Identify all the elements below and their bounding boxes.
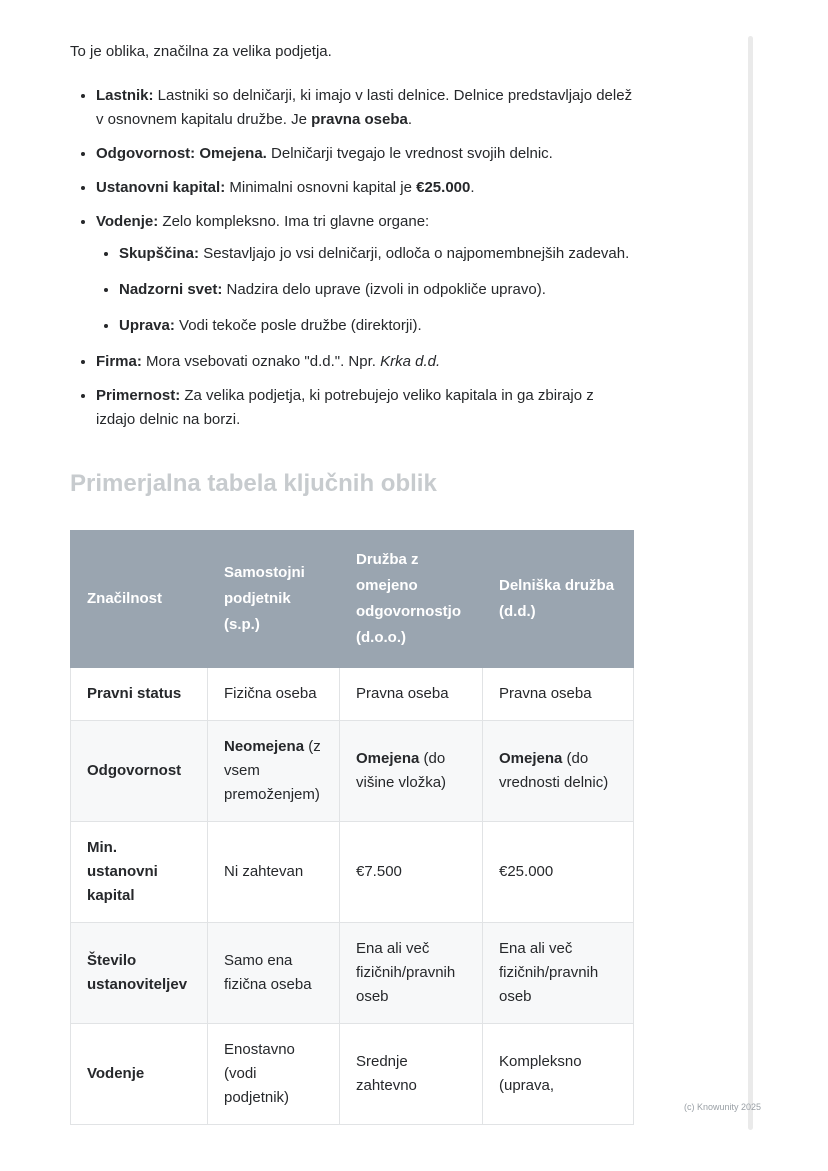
cell-text: Ena ali več fizičnih/pravnih oseb <box>499 940 599 1005</box>
item-text: Lastniki so delničarji, ki imajo v lasti delnice. Delnice predstavljajo delež v osnovnem kapitalu družbe. Je <box>96 87 633 128</box>
section-heading: Primerjalna tabela ključnih oblik <box>70 470 437 497</box>
table-row <box>71 1024 634 1125</box>
column-header: Značilnost <box>71 531 208 668</box>
item-text: Minimalni osnovni kapital je <box>225 179 417 196</box>
scrollbar-thumb[interactable] <box>748 36 753 1130</box>
item-bold-text: Ustanovni kapital: <box>96 179 226 196</box>
table-cell <box>483 822 634 923</box>
item-text: . <box>407 111 413 128</box>
table-cell <box>483 721 634 822</box>
table-cell <box>483 668 634 721</box>
column-header: Delniška družba (d.d.) <box>483 531 634 668</box>
table-cell <box>208 668 340 721</box>
table-cell <box>208 721 340 822</box>
document-page <box>70 40 635 1131</box>
cell-text: (do višine vložka) <box>356 750 447 791</box>
table-header-row <box>71 531 634 668</box>
table-row <box>71 923 634 1024</box>
sub-bullet-list <box>96 242 635 338</box>
item-text: Vodi tekoče posle družbe (direktorji). <box>174 317 422 334</box>
item-bold-text: Firma: <box>96 353 142 370</box>
item-bold-text: Vodenje: <box>96 213 159 230</box>
cell-text: Ena ali več fizičnih/pravnih oseb <box>356 940 456 1005</box>
sub-list-item <box>119 314 635 338</box>
comparison-table <box>70 530 634 1125</box>
row-label: Vodenje <box>71 1024 208 1125</box>
item-text: Mora vsebovati oznako "d.d.". Npr. <box>141 353 381 370</box>
cell-text: Pravna oseba <box>499 685 592 702</box>
item-text: Zelo kompleksno. Ima tri glavne organe: <box>158 213 430 230</box>
item-text: Za velika podjetja, ki potrebujejo veliko kapitala in ga zbirajo z izdajo delnic na borzi. <box>96 387 594 428</box>
cell-text: (z vsem premoženjem) <box>224 738 321 803</box>
item-bold-text: pravna oseba <box>311 111 408 128</box>
table-cell <box>340 822 483 923</box>
item-italic-text: Krka d.d. <box>380 353 441 370</box>
cell-bold-text: Omejena <box>499 750 563 767</box>
row-label: Pravni status <box>71 668 208 721</box>
cell-text: €25.000 <box>499 863 554 880</box>
row-label: Min. ustanovni kapital <box>71 822 208 923</box>
cell-text: Enostavno (vodi podjetnik) <box>224 1041 295 1106</box>
list-item <box>96 176 635 200</box>
cell-text: Pravna oseba <box>356 685 449 702</box>
cell-text: Ni zahtevan <box>224 863 304 880</box>
table-cell <box>208 822 340 923</box>
bullet-list <box>70 84 635 432</box>
table-cell <box>340 721 483 822</box>
table-cell <box>340 923 483 1024</box>
table-cell <box>340 1024 483 1125</box>
column-header: Samostojni podjetnik (s.p.) <box>208 531 340 668</box>
cell-bold-text: Omejena <box>356 750 420 767</box>
item-bold-text: Uprava: <box>119 317 175 334</box>
cell-text: Samo ena fizična oseba <box>224 952 312 993</box>
list-item <box>96 210 635 338</box>
table-row <box>71 822 634 923</box>
column-header: Družba z omejeno odgovornostjo (d.o.o.) <box>340 531 483 668</box>
table-cell <box>483 1024 634 1125</box>
row-label: Odgovornost <box>71 721 208 822</box>
item-bold-text: Odgovornost: Omejena. <box>96 145 267 162</box>
item-bold-text: Nadzorni svet: <box>119 281 223 298</box>
cell-text: Kompleksno (uprava, <box>499 1053 582 1094</box>
item-bold-text: Lastnik: <box>96 87 154 104</box>
list-item <box>96 142 635 166</box>
table-cell <box>208 923 340 1024</box>
item-text: Delničarji tvegajo le vrednost svojih delnic. <box>266 145 553 162</box>
item-text: Sestavljajo jo vsi delničarji, odloča o najpomembnejših zadevah. <box>199 245 630 262</box>
cell-text: Fizična oseba <box>224 685 317 702</box>
cell-text: €7.500 <box>356 863 402 880</box>
table-row <box>71 721 634 822</box>
item-bold-text: Primernost: <box>96 387 181 404</box>
cell-text: (do vrednosti delnic) <box>499 750 609 791</box>
cell-text: Srednje zahtevno <box>356 1053 417 1094</box>
item-bold-text: €25.000 <box>416 179 471 196</box>
list-item <box>96 384 635 432</box>
row-label: Število ustanoviteljev <box>71 923 208 1024</box>
list-item <box>96 84 635 132</box>
cell-bold-text: Neomejena <box>224 738 305 755</box>
item-bold-text: Skupščina: <box>119 245 200 262</box>
item-text: . <box>470 179 475 196</box>
sub-list-item <box>119 242 635 266</box>
sub-list-item <box>119 278 635 302</box>
table-cell <box>340 668 483 721</box>
item-text: Nadzira delo uprave (izvoli in odpokliče upravo). <box>222 281 546 298</box>
intro-paragraph: To je oblika, značilna za velika podjetja. <box>70 43 332 60</box>
table-cell <box>208 1024 340 1125</box>
list-item <box>96 350 635 374</box>
table-cell <box>483 923 634 1024</box>
table-row <box>71 668 634 721</box>
copyright-watermark: (c) Knowunity 2025 <box>684 1102 762 1112</box>
